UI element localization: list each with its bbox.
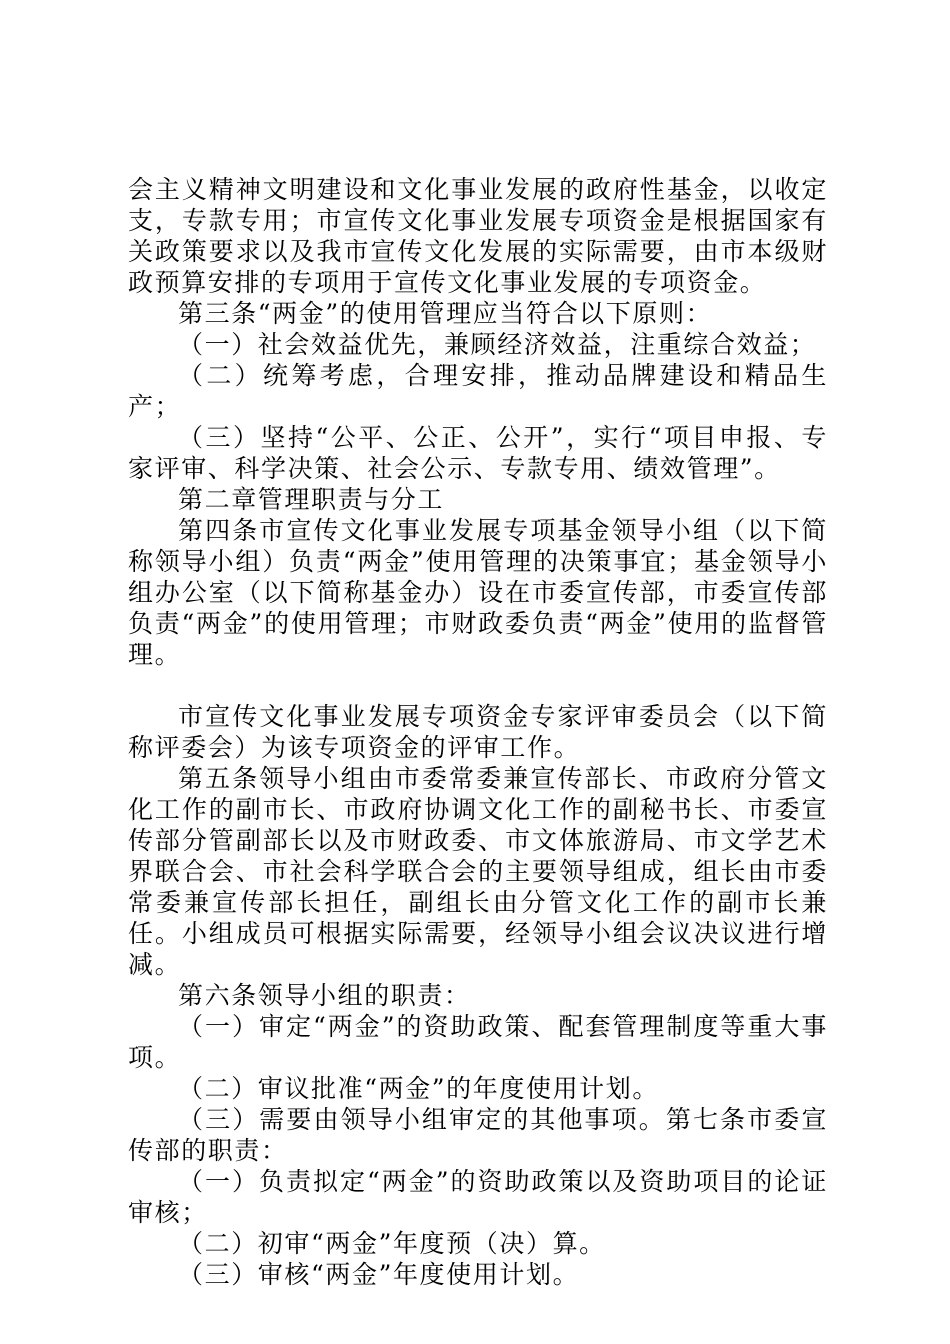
principle-1: （一）社会效益优先，兼顾经济效益，注重综合效益； xyxy=(178,330,817,359)
article-6-item-1: （一）审定“两金”的资助政策、配套管理制度等重大事项。 xyxy=(128,1012,828,1072)
article-4: 第四条市宣传文化事业发展专项基金领导小组（以下简称领导小组）负责“两金”使用管理的决策事宜；基金领导小组办公室（以下简称基金办）设在市委宣传部，市委宣传部负责“两金”的使用管理；市财政委负责“两金”使用的监督管理。 xyxy=(128,516,828,669)
principle-3: （三）坚持“公平、公正、公开”，实行“项目申报、专家评审、科学决策、社会公示、专款专用、绩效管理”。 xyxy=(128,423,828,483)
article-7-item-3: （三）审核“两金”年度使用计划。 xyxy=(178,1260,580,1289)
principle-2: （二）统筹考虑，合理安排，推动品牌建设和精品生产； xyxy=(128,361,828,421)
article-7-item-2: （二）初审“两金”年度预（决）算。 xyxy=(178,1229,606,1258)
article-6-item-3: （三）需要由领导小组审定的其他事项。第七条市委宣传部的职责： xyxy=(128,1105,828,1165)
document-body xyxy=(128,174,828,1290)
article-7-item-1: （一）负责拟定“两金”的资助政策以及资助项目的论证审核； xyxy=(128,1167,828,1227)
article-6-item-2: （二）审议批准“两金”的年度使用计划。 xyxy=(178,1074,659,1103)
chapter-2-heading: 第二章管理职责与分工 xyxy=(178,485,445,514)
article-5: 第五条领导小组由市委常委兼宣传部长、市政府分管文化工作的副市长、市政府协调文化工作的副秘书长、市委宣传部分管副部长以及市财政委、市文体旅游局、市文学艺术界联合会、市社会科学联合会的主要领导组成，组长由市委常委兼宣传部长担任，副组长由分管文化工作的副市长兼任。小组成员可根据实际需要，经领导小组会议决议进行增减。 xyxy=(128,764,828,979)
article-3-heading: 第三条“两金”的使用管理应当符合以下原则： xyxy=(178,299,713,328)
article-6-heading: 第六条领导小组的职责： xyxy=(178,981,471,1010)
paragraph-fund-definition: 会主义精神文明建设和文化事业发展的政府性基金，以收定支，专款专用；市宣传文化事业发展专项资金是根据国家有关政策要求以及我市宣传文化发展的实际需要，由市本级财政预算安排的专项用于宣传文化事业发展的专项资金。 xyxy=(128,175,828,297)
expert-committee-paragraph: 市宣传文化事业发展专项资金专家评审委员会（以下简称评委会）为该专项资金的评审工作。 xyxy=(128,702,828,762)
